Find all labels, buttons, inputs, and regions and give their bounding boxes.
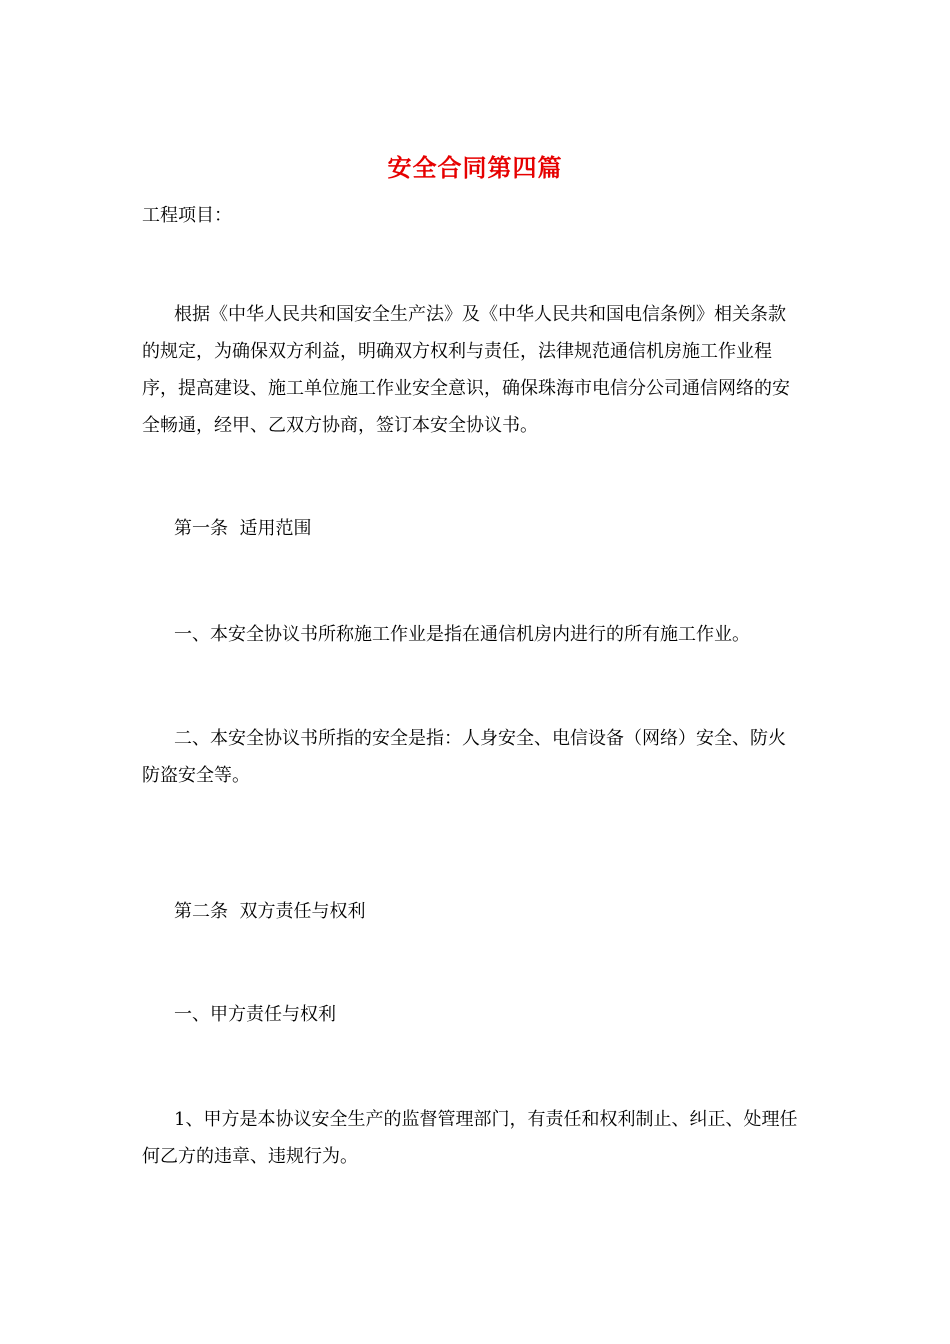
article-2-item-1: 1、甲方是本协议安全生产的监督管理部门，有责任和权利制止、纠正、处理任何乙方的违章、违规行为。 — [142, 1109, 798, 1167]
document-title: 安全合同第四篇 — [387, 153, 563, 182]
article-2-subsection-1: 一、甲方责任与权利 — [174, 1004, 336, 1025]
intro-paragraph: 根据《中华人民共和国安全生产法》及《中华人民共和国电信条例》相关条款的规定，为确保双方利益，明确双方权利与责任，法律规范通信机房施工作业程序，提高建设、施工单位施工作业安全意识，确保珠海市电信分公司通信网络的安全畅通，经甲、乙双方协商，签订本安全协议书。 — [142, 304, 790, 436]
article-1-item-1: 一、本安全协议书所称施工作业是指在通信机房内进行的所有施工作业。 — [174, 624, 750, 645]
article-1-item-2: 二、本安全协议书所指的安全是指：人身安全、电信设备（网络）安全、防火防盗安全等。 — [142, 728, 786, 786]
article-1-heading: 第一条 适用范围 — [174, 518, 312, 539]
article-2-heading: 第二条 双方责任与权利 — [174, 901, 366, 922]
project-label: 工程项目： — [142, 205, 232, 226]
